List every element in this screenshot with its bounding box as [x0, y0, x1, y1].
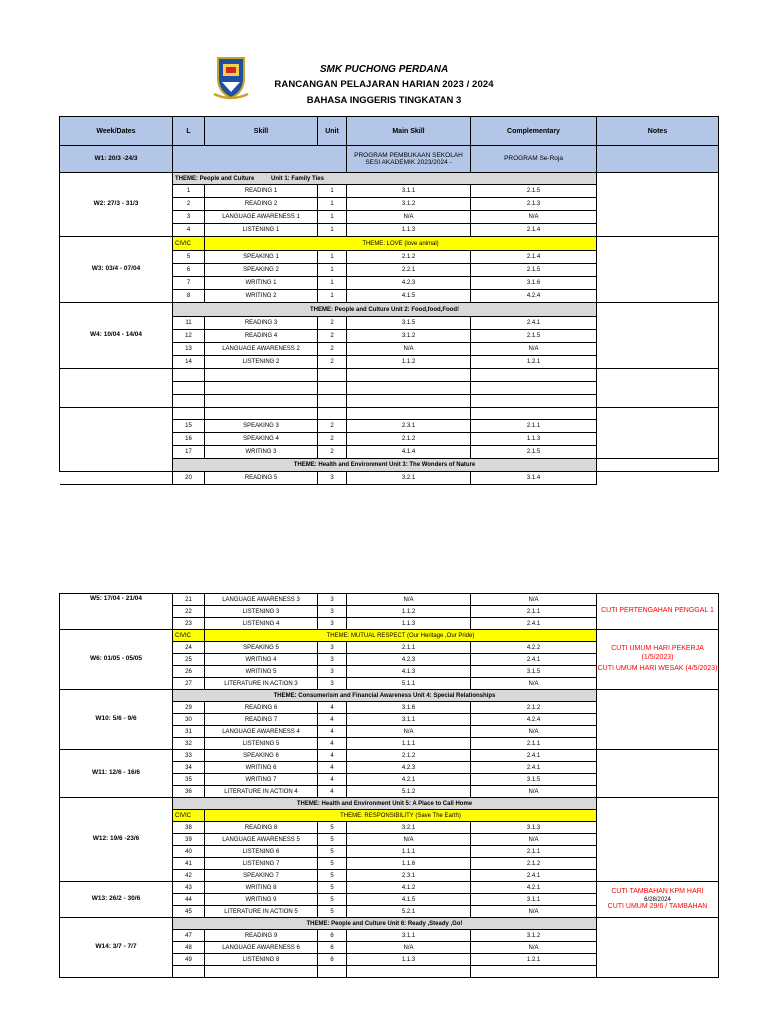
- theme-text: THEME: People and Culture Unit 6: Ready ,Steady ,Go!: [173, 918, 597, 930]
- week-row-w1: [60, 146, 719, 173]
- col-skill: Skill: [205, 117, 318, 146]
- subject-title: BAHASA INGGERIS TINGKATAN 3: [306, 95, 462, 106]
- table-row: 39 LANGUAGE AWARENESS 5 5 N/A N/A: [60, 834, 719, 846]
- note-wesak: CUTI UMUM HARI WESAK (4/5/2023): [597, 665, 718, 673]
- table-row: 47 READING 9 6 3.1.1 3.1.2: [60, 930, 719, 942]
- civic-row: [60, 630, 719, 642]
- civic-row: [60, 237, 719, 251]
- civic-label: CIVIC: [173, 237, 205, 251]
- theme-text: THEME: Consumerism and Financial Awareness Unit 4: Special Relationships: [173, 690, 597, 702]
- table-row: 27 LITERATURE IN ACTION 3 3 5.1.1 N/A: [60, 678, 719, 690]
- table-row: 38 READING 8 5 3.2.1 3.1.3: [60, 822, 719, 834]
- table-row: 7 WRITING 1 1 4.2.3 3.1.6: [60, 277, 719, 290]
- program-comp: PROGRAM Se-Roja: [471, 146, 597, 173]
- school-crest-logo: [212, 54, 250, 100]
- table-row: 20 READING 5 3 3.2.1 3.1.4: [60, 472, 719, 485]
- table-row: 36 LITERATURE IN ACTION 4 4 5.1.2 N/A: [60, 786, 719, 798]
- civic-label: CIVIC: [173, 630, 205, 642]
- program-main: PROGRAM PEMBUKAAN SEKOLAH SESI AKADEMIK 2023/2024 -: [347, 146, 471, 173]
- table-row: 16 SPEAKING 4 2 2.1.2 1.1.3: [60, 433, 719, 446]
- table-row: 14 LISTENING 2 2 1.1.2 1.2.1: [60, 356, 719, 369]
- school-name: SMK PUCHONG PERDANA: [319, 64, 449, 75]
- table-row: 26 WRITING 5 3 4.1.3 3.1.5: [60, 666, 719, 678]
- civic-theme: THEME: LOVE (love animal): [205, 237, 597, 251]
- theme-row: [60, 690, 719, 702]
- lesson-plan-table-top: [59, 116, 719, 485]
- col-main-skill: Main Skill: [347, 117, 471, 146]
- col-l: L: [173, 117, 205, 146]
- table-row: 11 READING 3 2 3.1.5 2.4.1: [60, 317, 719, 330]
- table-row: 31 LANGUAGE AWARENESS 4 4 N/A N/A: [60, 726, 719, 738]
- table-row: 23 LISTENING 4 3 1.1.3 2.4.1: [60, 618, 719, 630]
- week-label: W11: 12/6 - 16/6: [60, 750, 173, 798]
- theme-row: [60, 918, 719, 930]
- note-labour-day: CUTI UMUM HARI PEKERJA (1/5/2023): [611, 644, 704, 661]
- table-row: 13 LANGUAGE AWARENESS 2 2 N/A N/A: [60, 343, 719, 356]
- week-label: W14: 3/7 - 7/7: [60, 918, 173, 978]
- civic-label: CIVIC: [173, 810, 205, 822]
- table-row: 6 SPEAKING 2 1 2.2.1 2.1.5: [60, 264, 719, 277]
- table-row: 17 WRITING 3 2 4.1.4 2.1.5: [60, 446, 719, 459]
- week-label: W12: 19/6 -23/6: [60, 798, 173, 882]
- week-label: W13: 26/2 - 30/6: [60, 882, 173, 918]
- unit-text: Unit 1: Family Ties: [271, 175, 324, 182]
- header-row: [60, 117, 719, 146]
- table-row: 40 LISTENING 6 5 1.1.1 2.1.1: [60, 846, 719, 858]
- week-label: W5: 17/04 - 21/04: [60, 594, 173, 630]
- table-row: W13: 26/2 - 30/6 43 WRITING 8 5 4.1.2 4.2.1 CUTI TAMBAHAN KPM HARI 6/28/2024 CUTI UMUM 29/6 / TAMBAHAN: [60, 882, 719, 894]
- civic-theme: THEME: MUTUAL RESPECT (Our Heritage ,Our Pride): [205, 630, 597, 642]
- table-row: 32 LISTENING 5 4 1.1.1 2.1.1: [60, 738, 719, 750]
- note-kpm-holiday: CUTI TAMBAHAN KPM HARI: [611, 887, 704, 895]
- lesson-plan-table-bottom: [59, 593, 719, 978]
- table-row: 22 LISTENING 3 3 1.1.2 2.1.1: [60, 606, 719, 618]
- theme-text: THEME: Health and Environment Unit 5: A Place to Call Home: [173, 798, 597, 810]
- col-notes: Notes: [597, 117, 719, 146]
- week-label: W2: 27/3 - 31/3: [60, 173, 173, 237]
- theme-text: THEME: People and Culture Unit 2: Food,food,Food!: [173, 303, 597, 317]
- theme-row: [60, 303, 719, 317]
- table-row: 25 WRITING 4 3 4.2.3 2.4.1: [60, 654, 719, 666]
- table-row: 1 READING 1 1 3.1.1 2.1.5: [60, 185, 719, 198]
- note-public-holiday: CUTI UMUM 29/6 / TAMBAHAN: [607, 902, 708, 910]
- table-row: W11: 12/6 - 16/6 33 SPEAKING 6 4 2.1.2 2.4.1: [60, 750, 719, 762]
- theme-row: [60, 798, 719, 810]
- table-row: 41 LISTENING 7 5 1.1.6 2.1.2: [60, 858, 719, 870]
- week-label: W6: 01/05 - 05/05: [60, 630, 173, 690]
- table-row: 49 LISTENING 8 6 1.1.3 1.2.1: [60, 954, 719, 966]
- table-row: 2 READING 2 1 3.1.2 2.1.3: [60, 198, 719, 211]
- table-row: 24 SPEAKING 5 3 2.1.1 4.2.2: [60, 642, 719, 654]
- note-date: 6/28/2024: [644, 896, 671, 903]
- table-row: 29 READING 6 4 3.1.6 2.1.2: [60, 702, 719, 714]
- table-row: 8 WRITING 2 1 4.1.5 4.2.4: [60, 290, 719, 303]
- table-row: 4 LISTENING 1 1 1.1.3 2.1.4: [60, 224, 719, 237]
- table-row: W5: 17/04 - 21/04 21 LANGUAGE AWARENESS 3 3 N/A N/A CUTI PERTENGAHAN PENGGAL 1: [60, 594, 719, 606]
- plan-title: RANCANGAN PELAJARAN HARIAN 2023 / 2024: [274, 79, 494, 90]
- table-row: 44 WRITING 9 5 4.1.5 3.1.1: [60, 894, 719, 906]
- empty-row: [60, 408, 719, 420]
- note-midterm: CUTI PERTENGAHAN PENGGAL 1: [597, 594, 719, 630]
- week-label: W3: 03/4 - 07/04: [60, 237, 173, 303]
- week-label: W10: 5/6 - 9/6: [60, 690, 173, 750]
- theme-text: THEME: People and Culture: [175, 175, 255, 182]
- table-row: 34 WRITING 6 4 4.2.3 2.4.1: [60, 762, 719, 774]
- page-header: [0, 0, 768, 112]
- empty-row: [60, 369, 719, 382]
- table-row: 45 LITERATURE IN ACTION 5 5 5.2.1 N/A: [60, 906, 719, 918]
- week-label: W1: 20/3 -24/3: [60, 146, 173, 173]
- table-row: 15 SPEAKING 3 2 2.3.1 2.1.1: [60, 420, 719, 433]
- week-label: W4: 10/04 - 14/04: [60, 303, 173, 369]
- table-row: 5 SPEAKING 1 1 2.1.2 2.1.4: [60, 251, 719, 264]
- theme-row: [60, 173, 719, 185]
- col-week: Week/Dates: [60, 117, 173, 146]
- col-unit: Unit: [318, 117, 347, 146]
- table-row: 3 LANGUAGE AWARENESS 1 1 N/A N/A: [60, 211, 719, 224]
- table-row: 48 LANGUAGE AWARENESS 6 6 N/A N/A: [60, 942, 719, 954]
- theme-text: THEME: Health and Environment Unit 3: The Wonders of Nature: [173, 459, 597, 472]
- civic-theme: THEME: RESPONSIBILITY (Save The Earth): [205, 810, 597, 822]
- table-row: 12 READING 4 2 3.1.2 2.1.5: [60, 330, 719, 343]
- table-row: 42 SPEAKING 7 5 2.3.1 2.4.1: [60, 870, 719, 882]
- table-row: 35 WRITING 7 4 4.2.1 3.1.5: [60, 774, 719, 786]
- table-row: 30 READING 7 4 3.1.1 4.2.4: [60, 714, 719, 726]
- col-complementary: Complementary: [471, 117, 597, 146]
